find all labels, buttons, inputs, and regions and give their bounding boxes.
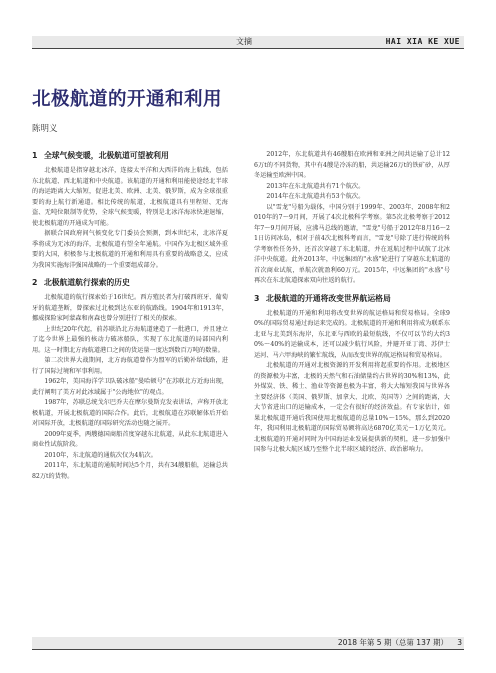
article-title: 北极航道的开通和利用: [32, 89, 223, 111]
paragraph: 1987年，苏联总统戈尔巴乔夫在摩尔曼斯克发表讲话，声称开放北极航道，开展北极航道的国际合作。此后，北极航道在苏联解体后开始对国际开放，北极航道的国际研究活动也随之展开。: [32, 399, 228, 427]
paragraph: 以"雪龙"号船为载体，中国分别于1999年、2003年、2008年和2010年的7～9月间，开展了4次北极科学考察。第5次北极考察于2012年7～9月间开展，应沸马总线的邀请，"雪龙"号船于2012年8月16～21日访问冰岛，相对于前4次北极科考而言，"雪龙"号除了进行传统的科学考察性任务外，还首次穿越了东北航道，并在返航过程中试航了北冰洋中央航道。此外2013年，中远集团的"永盛"轮进行了穿越东北航道的首次商业试航，单航次就盈利60万元。2015年，中远集团的"永盛"号再次在东北航道探索双向往返的航行。: [254, 203, 450, 284]
paragraph: 北极航道是指穿越北冰洋，连接太平洋和大西洋的海上航线，包括东北航道、西北航道和中央航道。该航道的开通和利用能使途经北半球的海运距离大大缩短，促进北美、欧洲、北美、俄罗斯，成为全球很重要的海上航行新通道。相比传统的航道，北极航道具有里程短、无海盗、无吨位限制等优势，全球气候变暖，特别是北冰洋海冰快速退缩，使北极航道的开通成为可能。: [32, 167, 228, 227]
section-number: 3: [254, 293, 260, 303]
paragraph: 1962年，美国海洋学卫队破冰船"曼哈顿号"在苏联北方近海出现，此行阐明了美方对此冰域属于"公海地位"的观点。: [32, 378, 228, 396]
paragraph: 2013年在东北航道共有71个航次。: [266, 182, 365, 190]
section-heading-2: [32, 277, 228, 289]
paragraph: 据联合国政府间气候变化专门委员会预测，到本世纪末，北冰洋夏季将成为无冰的海洋，北极航道有望全年通航。中国作为北极区域外重要的大国，积极参与北极航道的开通和利用具有重要的战略意义，应成为我国实施海洋强国战略的一个重要组成部分。: [32, 230, 228, 269]
paragraph: 2014年在东北航道共有53个航次。: [266, 193, 365, 200]
paragraph: 上世纪20年代起，前苏联沿北方海航道建造了一批港口，并且建立了迄今世界上最强的核动力破冰船队，实现了东北航道的局部国内利用。这一时期北方海航道港口之间的货运量一度达到数百万吨的数量。: [32, 325, 228, 354]
section-title: 全球气候变暖，北极航道可望被利用: [44, 151, 169, 160]
section-title: 北极航道航行探索的历史: [44, 278, 130, 287]
header-journal-pinyin: HAI XIA KE XUE: [385, 37, 460, 46]
article-author: 陈明义: [32, 124, 58, 134]
header-section-label: 文摘: [236, 37, 252, 46]
paragraph: 2009年夏季，两艘德国商船首度穿越东北航道，从此东北航道进入商业性试航阶段。: [32, 430, 228, 448]
paragraph: 2012年，东北航道共有46艘船在欧洲和亚洲之间共运输了总计126万t的不同货物，其中有4艘是冷冻的船，共运输26万t的铁矿砂，从厚冬运输至欧洲中国。: [254, 151, 450, 179]
section-number: 1: [32, 151, 38, 160]
section-heading-3: [254, 293, 450, 305]
page-number: 3: [457, 638, 462, 647]
paragraph: 北极航道的开通对北极资源的开发利用将起重要的作用。北极地区的资源极为丰富，北极的天然气和石油储量约占世界的30%和13%，此外煤炭、铁、稀土、渔业等资源也极为丰富，将大大缩短我国与世界各主要经济体（美国、俄罗斯、加拿大、北欧、英国等）之间的距离，大大节省进出口的运输成本，一定会有很好的经济效益。有专家估计，如果北极航道开通后我国使用北极航道的总量10%～15%，那么到2020年，我国利用北极航道的国际贸易额将高达6870亿美元～1万亿美元。北极航道的开通对同时为中国海运业发展提供新的契机，进一步加强中国参与北极大航区域乃至整个北半球区域的经济、政治影响力。: [254, 362, 450, 453]
footer-rule: [32, 649, 464, 650]
paragraph: 2011年，东北航道的通航时间达5个月，共有34艘船舶，运输总共82万t的货物。: [32, 462, 228, 480]
right-column: [254, 150, 450, 456]
section-title: 北极航道的开通将改变世界航运格局: [266, 293, 391, 303]
paragraph: 北极航道的航行探索始于16世纪。西方殖民者为打破西班牙、葡萄牙的航道垄断，曾探索过北极到达东亚的航路线。1904年和1913年，挪威探险家阿蒙森和南森也曾分别进行了相关的探索。: [32, 294, 228, 322]
section-heading-1: [32, 150, 228, 162]
paragraph: 第二次世界大战期间，北方海航道曾作为盟军的后勤补给线路，进行了国际过境和军事利用。: [32, 357, 228, 375]
paragraph: 2010年，东北航道的通航次仅为4航次。: [44, 451, 157, 459]
section-number: 2: [32, 278, 38, 287]
header-rule: [32, 48, 464, 49]
paragraph: 北极航道的开通和利用将改变世界的航运格局和贸易格局。全球90%的国际贸易通过海运来完成的。北极航道的开通和利用将成为联系东北亚与北美到东海岸，东北亚与西欧的最短航线，不仅可以节约大约30%～40%的运输成本，还可以减少航行风险，并避开亚丁湾、苏伊士运河、马六甲海峡的繁忙航线，从而改变世界的航运格局和贸易格局。: [254, 309, 450, 359]
issue-info: 2018 年第 5 期（总第 137 期）: [337, 638, 448, 647]
left-column: [32, 150, 228, 482]
